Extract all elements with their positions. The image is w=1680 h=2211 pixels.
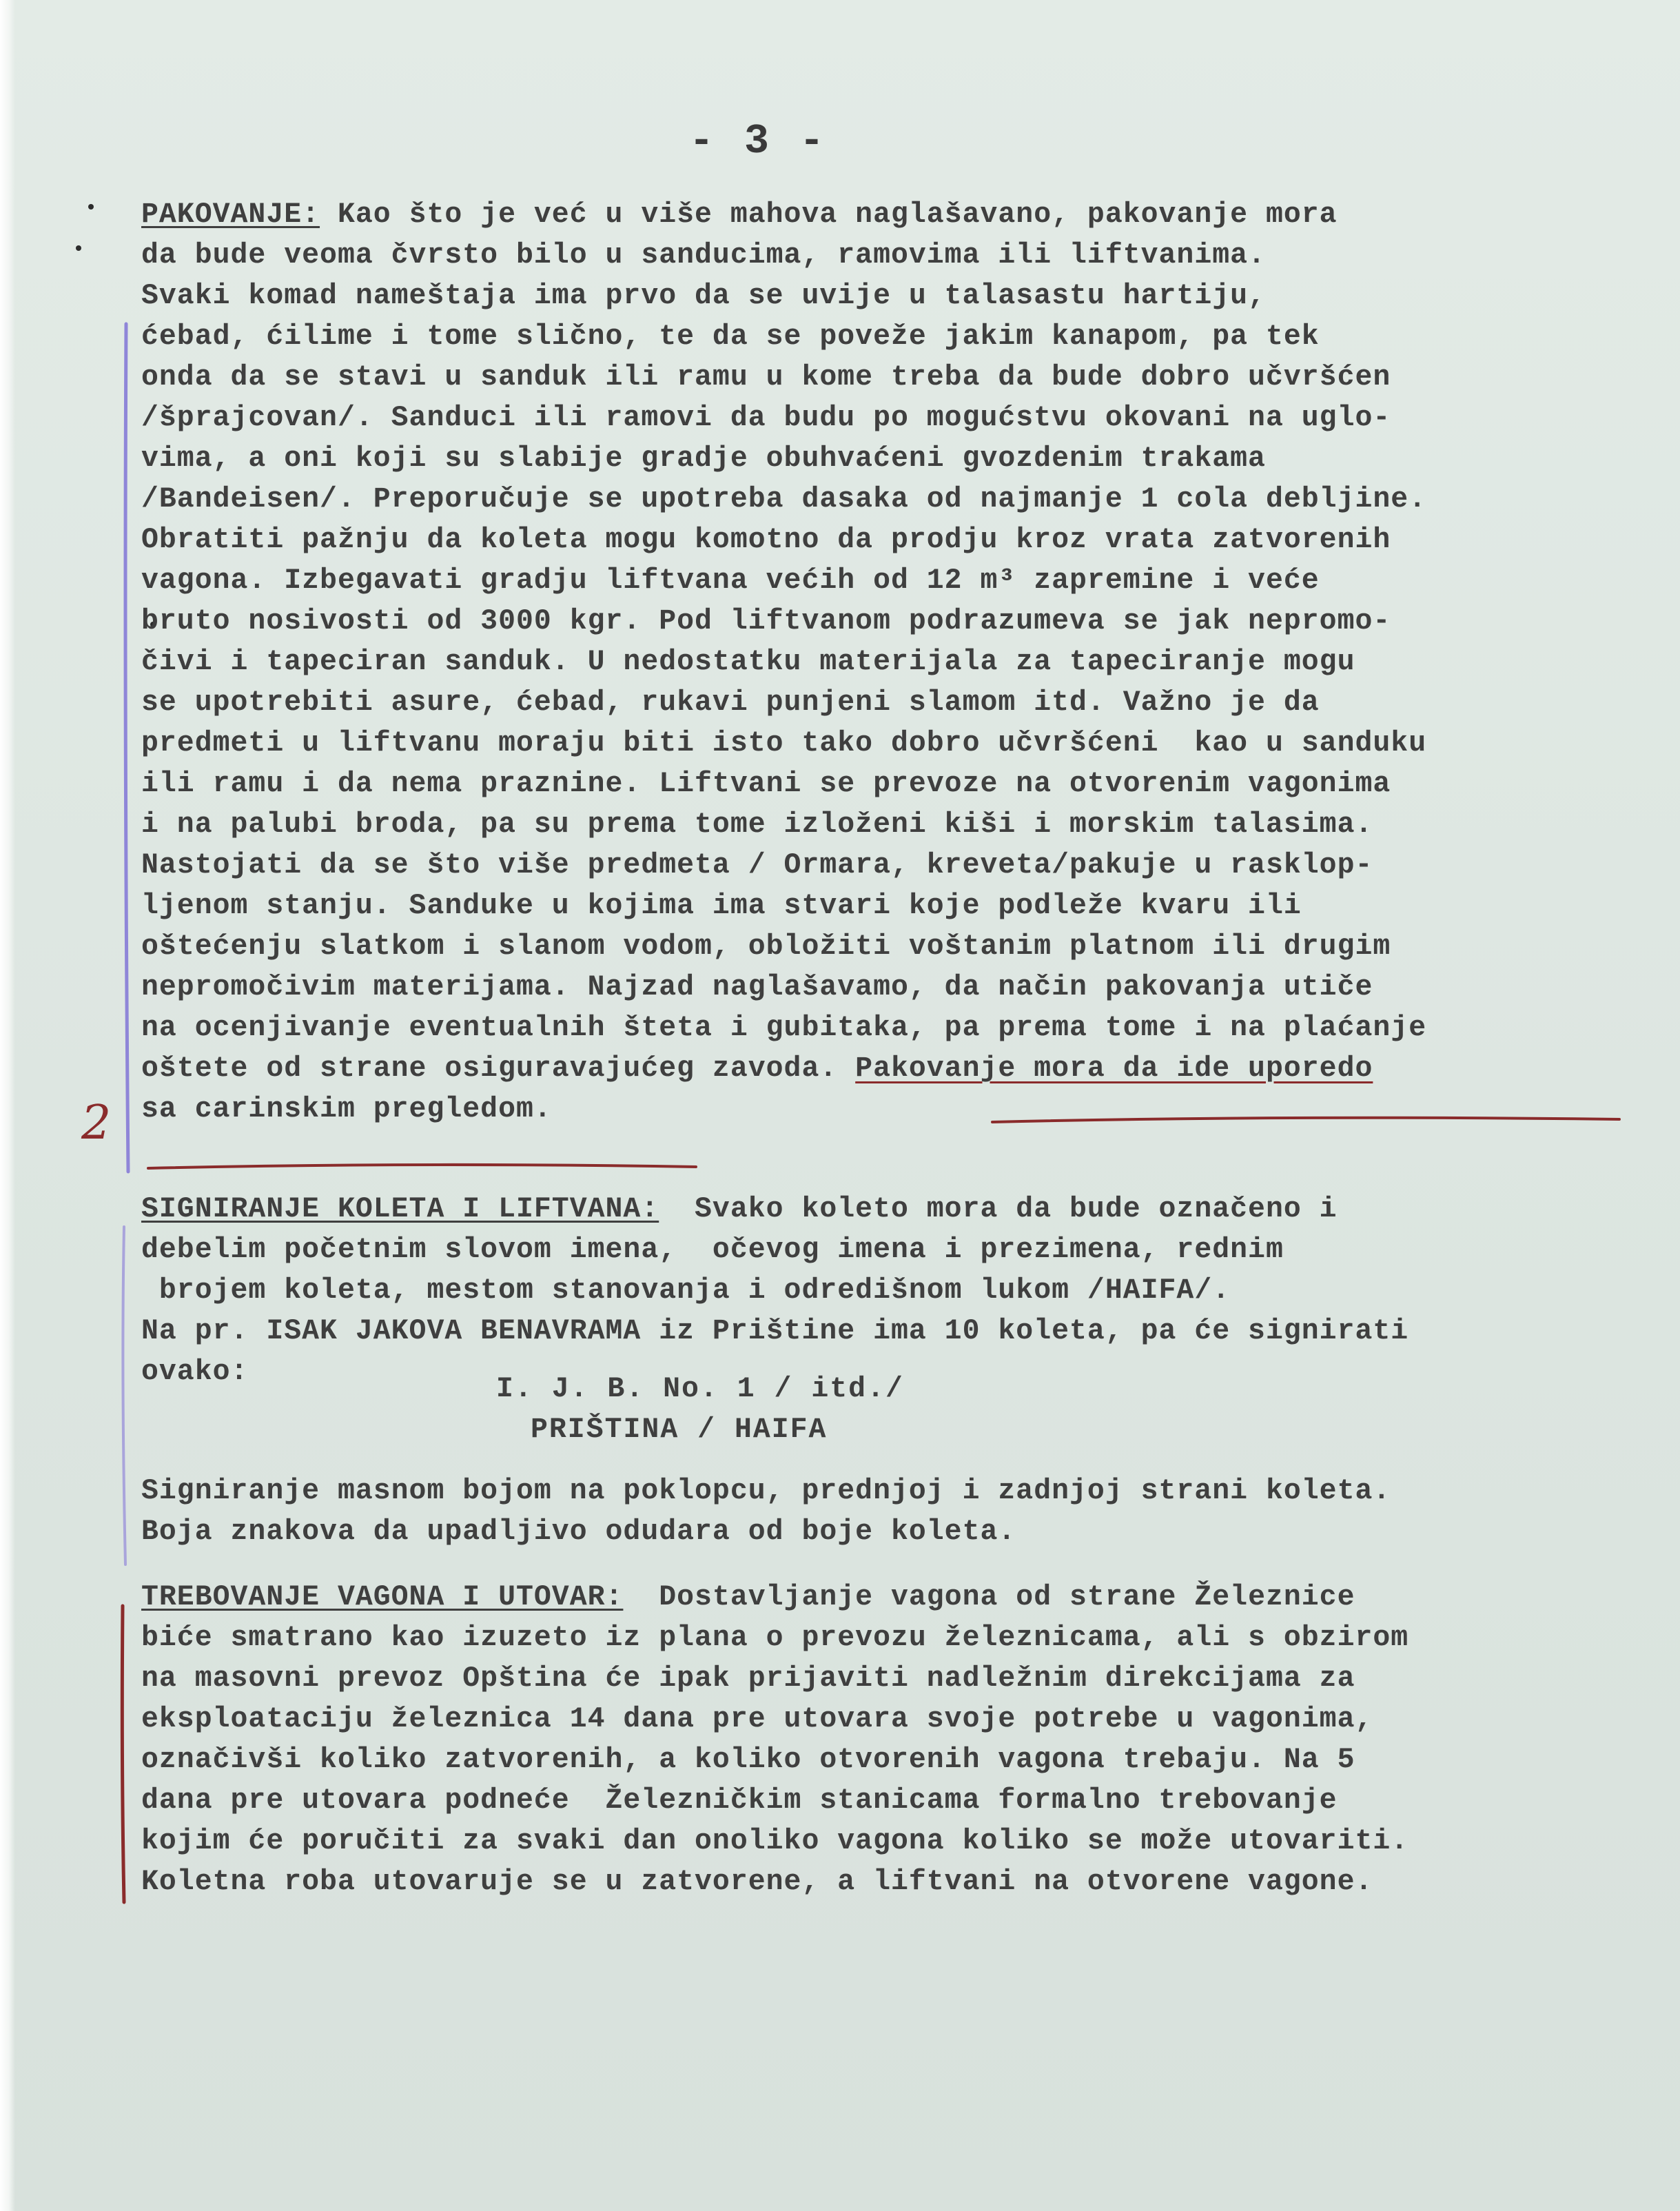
marking-line: debelim početnim slovom imena, očevog imena i prezimena, rednim: [141, 1234, 1284, 1266]
marking-heading: SIGNIRANJE KOLETA I LIFTVANA:: [141, 1193, 659, 1225]
marking-example-line-2: PRIŠTINA / HAIFA: [531, 1414, 828, 1446]
wagons-line: Koletna roba utovaruje se u zatvorene, a liftvani na otvorene vagone.: [141, 1866, 1373, 1898]
packing-line: i na palubi broda, pa su prema tome izloženi kiši i morskim talasima.: [141, 808, 1373, 841]
packing-line: se upotrebiti asure, ćebad, rukavi punjeni slamom itd. Važno je da: [141, 686, 1320, 719]
marking-line: ovako:: [141, 1356, 249, 1388]
packing-line: oštećenju slatkom i slanom vodom, obložiti voštanim platnom ili drugim: [141, 930, 1391, 963]
packing-line: vima, a oni koji su slabije gradje obuhvaćeni gvozdenim trakama: [141, 442, 1266, 475]
page-number: - 3 -: [689, 119, 828, 165]
packing-closing-emphasis: Pakovanje mora da ide uporedo: [855, 1052, 1373, 1085]
packing-line: onda da se stavi u sanduk ili ramu u kome treba da bude dobro učvršćen: [141, 361, 1391, 394]
packing-line: Obratiti pažnju da koleta mogu komotno da prodju kroz vrata zatvorenih: [141, 524, 1391, 556]
paper-edge: [0, 0, 15, 2211]
wagons-line: kojim će poručiti za svaki dan onoliko vagona koliko se može utovariti.: [141, 1825, 1409, 1857]
packing-line: nepromočivim materijama. Najzad naglašavamo, da način pakovanja utiče: [141, 971, 1373, 1003]
marking-example-line-1: I. J. B. No. 1 / itd./: [496, 1373, 904, 1405]
marking-line: Na pr. ISAK JAKOVA BENAVRAMA iz Prištine ima 10 koleta, pa će signirati: [141, 1315, 1409, 1347]
packing-heading: PAKOVANJE:: [141, 198, 320, 231]
margin-dot: [76, 245, 81, 251]
marking-after-block: [141, 1471, 1630, 1552]
packing-closing-line: sa carinskim pregledom.: [141, 1093, 552, 1125]
packing-line: predmeti u liftvanu moraju biti isto tako dobro učvršćeni kao u sanduku: [141, 727, 1427, 760]
wagons-line: na masovni prevoz Opština će ipak prijaviti nadležnim direkcijama za: [141, 1662, 1355, 1695]
marking-line: Svako koleto mora da bude označeno i: [659, 1193, 1338, 1225]
packing-line: na ocenjivanje eventualnih šteta i gubitaka, pa prema tome i na plaćanje: [141, 1012, 1427, 1044]
packing-line: bruto nosivosti od 3000 kgr. Pod liftvanom podrazumeva se jak nepromo-: [141, 605, 1391, 638]
packing-line: /Bandeisen/. Preporučuje se upotreba dasaka od najmanje 1 cola debljine.: [141, 483, 1427, 516]
blue-margin-line-lower: [123, 1227, 125, 1565]
packing-line: ćebad, ćilime i tome slično, te da se poveže jakim kanapom, pa tek: [141, 320, 1320, 353]
wagons-line: označivši koliko zatvorenih, a koliko otvorenih vagona trebaju. Na 5: [141, 1744, 1355, 1776]
blue-margin-line: [125, 324, 128, 1172]
section-wagons: [141, 1577, 1630, 1902]
section-marking: [141, 1189, 1630, 1392]
margin-dot: [88, 204, 94, 210]
red-underline-stroke: [148, 1165, 696, 1168]
marking-after-line: Signiranje masnom bojom na poklopcu, prednjoj i zadnjoj strani koleta.: [141, 1475, 1391, 1507]
packing-line: Kao što je već u više mahova naglašavano, pakovanje mora: [320, 198, 1338, 231]
wagons-line: Dostavljanje vagona od strane Železnice: [623, 1581, 1355, 1613]
packing-line: /šprajcovan/. Sanduci ili ramovi da budu po mogućstvu okovani na uglo-: [141, 402, 1391, 434]
wagons-line: eksploataciju železnica 14 dana pre utovara svoje potrebe u vagonima,: [141, 1703, 1373, 1735]
wagons-line: dana pre utovara podneće Železničkim stanicama formalno trebovanje: [141, 1784, 1338, 1817]
packing-line: Nastojati da se što više predmeta / Ormara, kreveta/pakuje u rasklop-: [141, 849, 1373, 882]
red-margin-line: [122, 1606, 124, 1902]
marking-after-line: Boja znakova da upadljivo odudara od boje koleta.: [141, 1516, 1016, 1548]
packing-line: da bude veoma čvrsto bilo u sanducima, ramovima ili liftvanima.: [141, 239, 1266, 272]
packing-line: ljenom stanju. Sanduke u kojima ima stvari koje podleže kvaru ili: [141, 890, 1302, 922]
packing-line: Svaki komad nameštaja ima prvo da se uvije u talasastu hartiju,: [141, 280, 1266, 312]
packing-line: ili ramu i da nema praznine. Liftvani se prevoze na otvorenim vagonima: [141, 768, 1391, 800]
wagons-heading: TREBOVANJE VAGONA I UTOVAR:: [141, 1581, 624, 1613]
section-packing: [141, 194, 1630, 1130]
packing-line: vagona. Izbegavati gradju liftvana većih od 12 m³ zapremine i veće: [141, 564, 1320, 597]
wagons-line: biće smatrano kao izuzeto iz plana o prevozu železnicama, ali s obzirom: [141, 1622, 1409, 1654]
packing-line: oštete od strane osiguravajućeg zavoda.: [141, 1052, 856, 1085]
marking-line: brojem koleta, mestom stanovanja i odredišnom lukom /HAIFA/.: [141, 1274, 1231, 1307]
packing-line: čivi i tapeciran sanduk. U nedostatku materijala za tapeciranje mogu: [141, 646, 1355, 678]
margin-mark-two: 2: [81, 1096, 112, 1150]
